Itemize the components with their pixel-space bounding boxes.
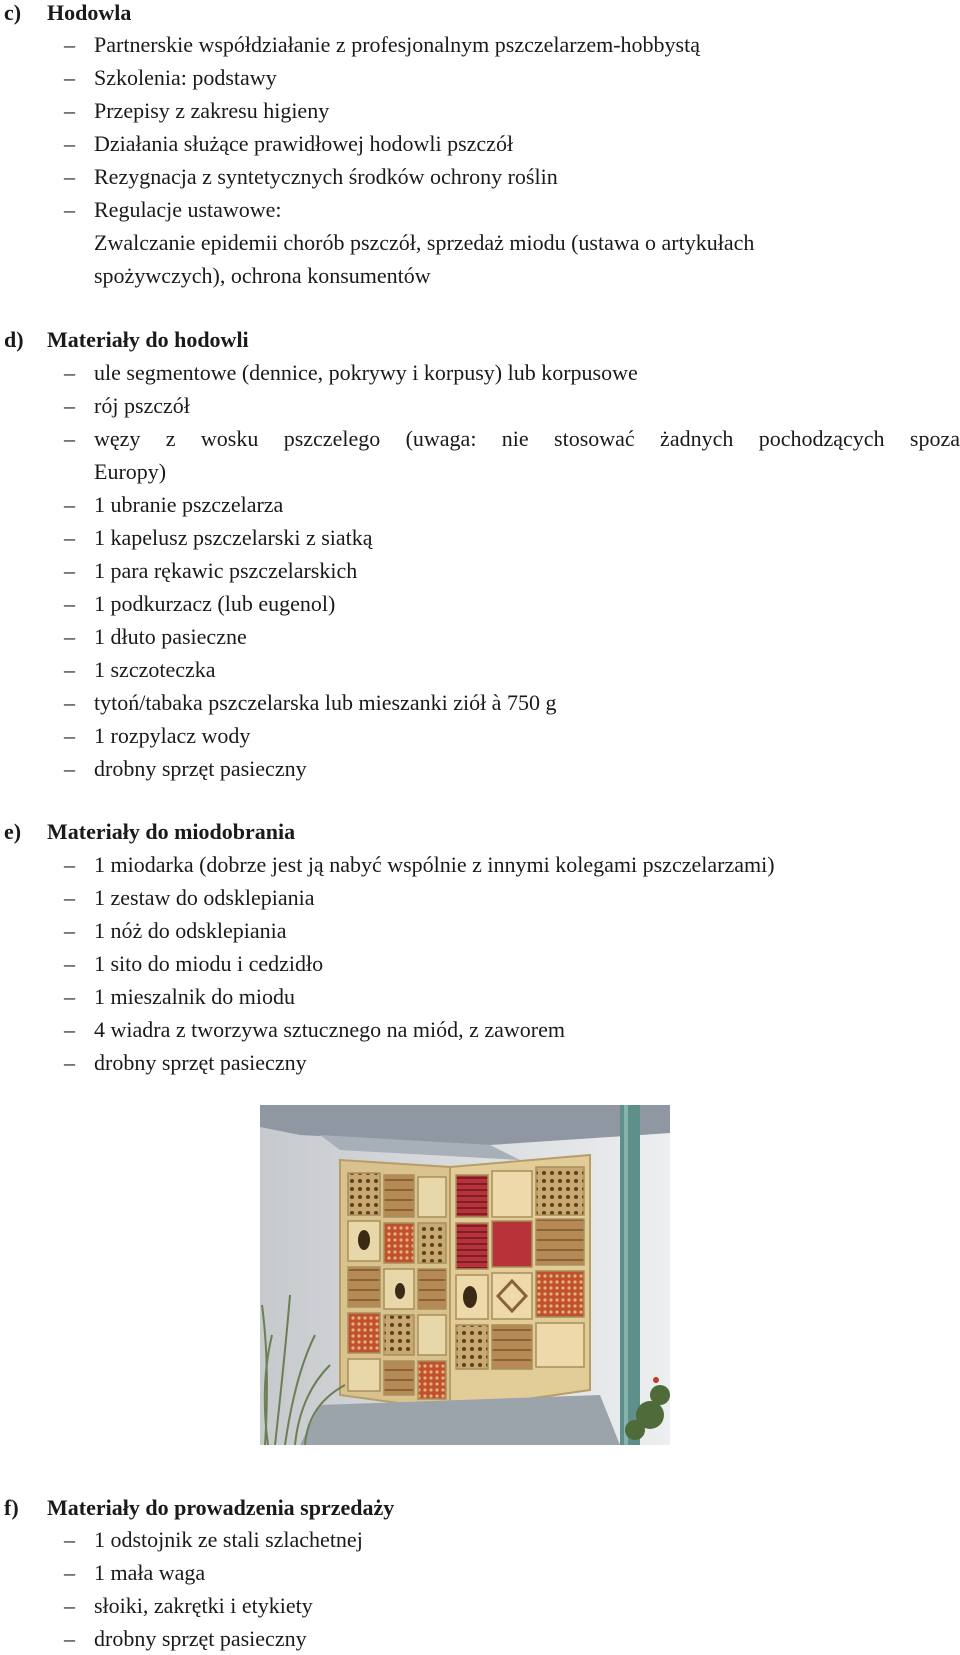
dash-bullet: – — [64, 197, 75, 222]
list-item: – 1 sito do miodu i cedzidło — [64, 947, 960, 980]
dash-bullet: – — [64, 756, 75, 781]
list-item: – 1 ubranie pszczelarza — [64, 488, 960, 521]
list-item: – 1 nóż do odsklepiania — [64, 914, 960, 947]
list-item: – ule segmentowe (dennice, pokrywy i korpusy) lub korpusowe — [64, 356, 960, 389]
dash-bullet: – — [64, 918, 75, 943]
dash-bullet: – — [64, 624, 75, 649]
dash-bullet: – — [64, 723, 75, 748]
dash-bullet: – — [64, 360, 75, 385]
list-item: – 1 odstojnik ze stali szlachetnej — [64, 1523, 960, 1556]
list-item: – słoiki, zakrętki i etykiety — [64, 1589, 960, 1622]
list-d — [64, 356, 960, 785]
dash-bullet: – — [64, 131, 75, 156]
dash-bullet: – — [64, 591, 75, 616]
list-item: – 1 mieszalnik do miodu — [64, 980, 960, 1013]
dash-bullet: – — [64, 164, 75, 189]
list-item: – 1 podkurzacz (lub eugenol) — [64, 587, 960, 620]
list-item: – 1 mała waga — [64, 1556, 960, 1589]
list-e — [64, 848, 960, 1079]
list-item: – 1 zestaw do odsklepiania — [64, 881, 960, 914]
dash-bullet: – — [64, 1527, 75, 1552]
dash-bullet: – — [64, 1626, 75, 1651]
section-letter: d) — [4, 327, 24, 352]
list-item: – 1 rozpylacz wody — [64, 719, 960, 752]
section-letter: f) — [4, 1495, 19, 1520]
list-item: – drobny sprzęt pasieczny — [64, 1046, 960, 1079]
section-heading-c — [4, 0, 131, 26]
dash-bullet: – — [64, 65, 75, 90]
dash-bullet: – — [64, 885, 75, 910]
dash-bullet: – — [64, 1050, 75, 1075]
dash-bullet: – — [64, 984, 75, 1009]
list-item-continuation: Europy) — [94, 459, 167, 484]
list-item: – 1 dłuto pasieczne — [64, 620, 960, 653]
list-item: – drobny sprzęt pasieczny — [64, 752, 960, 785]
dash-bullet: – — [64, 690, 75, 715]
list-item: – Regulacje ustawowe: Zwalczanie epidemii chorób pszczół, sprzedaż miodu (ustawa o artykułach spożywczych), ochrona konsumentów — [64, 193, 960, 292]
list-item: – 4 wiadra z tworzywa sztucznego na miód, z zaworem — [64, 1013, 960, 1046]
dash-bullet: – — [64, 951, 75, 976]
dash-bullet: – — [64, 657, 75, 682]
list-item: – rój pszczół — [64, 389, 960, 422]
section-title: Materiały do prowadzenia sprzedaży — [47, 1495, 395, 1520]
insect-hotel-illustration — [260, 1105, 670, 1445]
list-item: – tytoń/tabaka pszczelarska lub mieszanki ziół à 750 g — [64, 686, 960, 719]
list-item: – węzy z wosku pszczelego (uwaga: nie stosować żadnych pochodzących spoza Europy) — [64, 422, 960, 488]
list-f — [64, 1523, 960, 1655]
list-item: – Przepisy z zakresu higieny — [64, 94, 960, 127]
list-item: – 1 para rękawic pszczelarskich — [64, 554, 960, 587]
section-title: Hodowla — [47, 0, 132, 25]
list-c — [64, 28, 960, 292]
dash-bullet: – — [64, 32, 75, 57]
list-item: – Rezygnacja z syntetycznych środków ochrony roślin — [64, 160, 960, 193]
list-item: – 1 szczoteczka — [64, 653, 960, 686]
section-title: Materiały do hodowli — [47, 327, 249, 352]
list-item: – 1 miodarka (dobrze jest ją nabyć wspólnie z innymi kolegami pszczelarzami) — [64, 848, 960, 881]
dash-bullet: – — [64, 426, 75, 451]
dash-bullet: – — [64, 558, 75, 583]
dash-bullet: – — [64, 1017, 75, 1042]
dash-bullet: – — [64, 492, 75, 517]
dash-bullet: – — [64, 393, 75, 418]
section-title: Materiały do miodobrania — [47, 819, 296, 844]
list-item: – drobny sprzęt pasieczny — [64, 1622, 960, 1655]
list-item: – 1 kapelusz pszczelarski z siatką — [64, 521, 960, 554]
insect-hotel-photo — [260, 1105, 670, 1445]
section-heading-e — [4, 819, 295, 845]
dash-bullet: – — [64, 1593, 75, 1618]
list-item: – Działania służące prawidłowej hodowli pszczół — [64, 127, 960, 160]
section-letter: e) — [4, 819, 22, 844]
section-letter: c) — [4, 0, 22, 25]
dash-bullet: – — [64, 98, 75, 123]
dash-bullet: – — [64, 525, 75, 550]
list-item-continuation: spożywczych), ochrona konsumentów — [94, 263, 431, 288]
dash-bullet: – — [64, 1560, 75, 1585]
section-heading-f — [4, 1495, 394, 1521]
dash-bullet: – — [64, 852, 75, 877]
list-item: – Partnerskie współdziałanie z profesjonalnym pszczelarzem-hobbystą — [64, 28, 960, 61]
section-heading-d — [4, 327, 249, 353]
list-item-continuation: Zwalczanie epidemii chorób pszczół, sprzedaż miodu (ustawa o artykułach — [94, 230, 755, 255]
list-item: – Szkolenia: podstawy — [64, 61, 960, 94]
